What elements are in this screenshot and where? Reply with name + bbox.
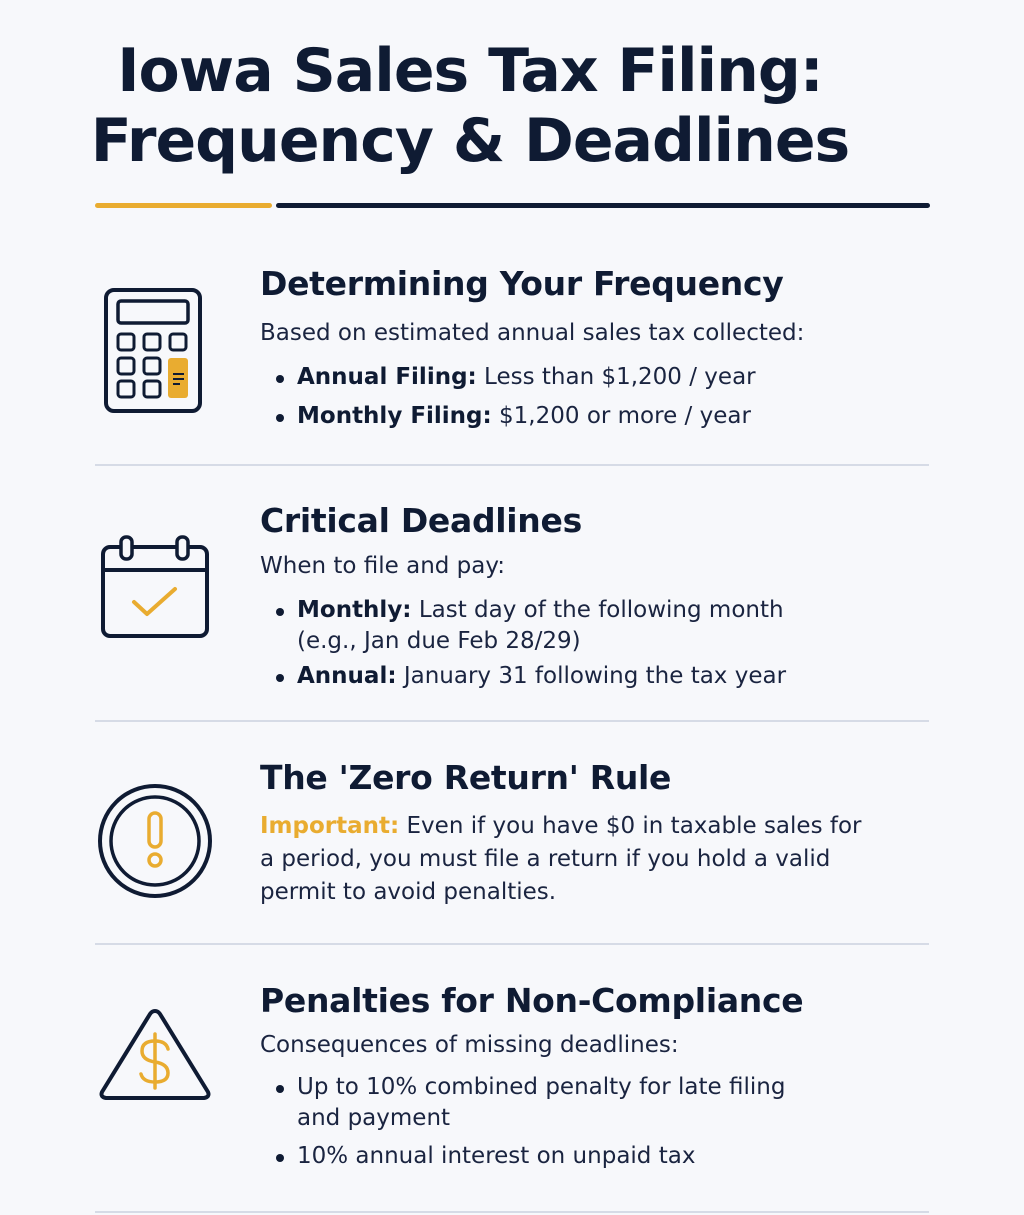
title-rule-dark <box>276 203 930 208</box>
bullet-text: Up to 10% combined penalty for late filing <box>297 1074 786 1100</box>
list-item <box>270 595 786 657</box>
body-text: Even if you have $0 in taxable sales for a period, you must file a return if you hold a valid permit to avoid penalties. <box>260 813 862 905</box>
section-divider <box>95 1211 929 1213</box>
title-line-2: Frequency & Deadlines <box>90 106 850 176</box>
section-body <box>260 810 880 909</box>
section-intro: Based on estimated annual sales tax collected: <box>260 320 805 346</box>
bullet-text-continued: and payment <box>297 1105 451 1131</box>
section-heading: Critical Deadlines <box>260 501 582 540</box>
page-title <box>0 36 940 176</box>
bullet-label: Monthly: <box>297 597 412 623</box>
bullet-label: Annual: <box>297 663 397 689</box>
title-rule-accent <box>95 203 272 208</box>
bullet-text: $1,200 or more / year <box>491 403 751 429</box>
exclamation-circle-icon <box>97 783 213 903</box>
list-item <box>270 1072 785 1134</box>
list-item <box>270 661 786 692</box>
bullet-text: January 31 following the tax year <box>396 663 787 689</box>
bullet-text: Last day of the following month <box>411 597 784 623</box>
bullet-label: Monthly Filing: <box>297 403 492 429</box>
title-line-1: Iowa Sales Tax Filing: <box>117 36 823 106</box>
warning-dollar-icon <box>98 1006 212 1106</box>
section-heading: The 'Zero Return' Rule <box>260 758 672 797</box>
frequency-list <box>270 362 756 432</box>
deadlines-list <box>270 595 786 692</box>
list-item <box>270 1141 785 1172</box>
section-heading: Determining Your Frequency <box>260 264 784 303</box>
important-label: Important: <box>260 813 400 839</box>
section-intro: Consequences of missing deadlines: <box>260 1032 679 1058</box>
calculator-icon <box>104 288 202 418</box>
section-divider <box>95 943 929 945</box>
bullet-label: Annual Filing: <box>297 364 477 390</box>
list-item <box>270 362 756 393</box>
bullet-text: 10% annual interest on unpaid tax <box>297 1143 696 1169</box>
penalties-list <box>270 1072 785 1172</box>
section-heading: Penalties for Non-Compliance <box>260 981 804 1020</box>
section-divider <box>95 464 929 466</box>
section-intro: When to file and pay: <box>260 553 506 579</box>
bullet-text-continued: (e.g., Jan due Feb 28/29) <box>297 628 581 654</box>
section-divider <box>95 720 929 722</box>
list-item <box>270 401 756 432</box>
bullet-text: Less than $1,200 / year <box>476 364 756 390</box>
calendar-check-icon <box>100 534 210 644</box>
